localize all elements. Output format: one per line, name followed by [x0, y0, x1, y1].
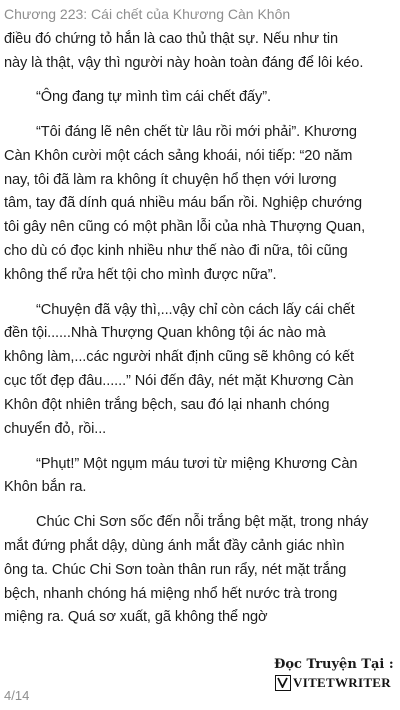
paragraph [4, 299, 394, 442]
text-line: cho dù có đọc kinh nhiều như thế nào đi nữa, tôi cũng [4, 243, 348, 260]
text-line: này là thật, vậy thì người này hoàn toàn đáng để lôi kéo. [4, 54, 364, 71]
text-line: chuyển đỏ, rồi... [4, 421, 107, 438]
text-line: “Chuyện đã vậy thì,...vậy chỉ còn cách lấy cái chết [36, 301, 355, 318]
chapter-content [4, 28, 394, 630]
paragraph [4, 453, 394, 501]
text-line: “Tôi đáng lẽ nên chết từ lâu rồi mới phải”. Khương [36, 123, 357, 140]
text-line: “Phụt!” Một ngụm máu tươi từ miệng Khương Càn [36, 455, 358, 472]
text-line: mắt đứng phắt dậy, dùng ánh mắt đầy cảnh giác nhìn [4, 537, 345, 554]
text-line: Khôn bắn ra. [4, 479, 87, 496]
text-line: đền tội......Nhà Thượng Quan không tội ác nào mà [4, 325, 326, 342]
paragraph [4, 511, 394, 631]
text-line: nay, tôi đã làm ra không ít chuyện hổ thẹn với lương [4, 171, 337, 188]
watermark-brand: VITETWRITER [293, 675, 391, 690]
watermark [274, 656, 392, 691]
paragraph [4, 28, 394, 76]
watermark-caption: Đọc Truyện Tại : [274, 657, 394, 672]
watermark-logo [274, 675, 392, 691]
text-line: tâm, tay đã dính quá nhiều máu bẩn rồi. Nghiệp chướng [4, 195, 363, 212]
text-line: “Ông đang tự mình tìm cái chết đấy”. [36, 89, 271, 106]
text-line: cục tốt đẹp đâu......” Nói đến đây, nét mặt Khương Càn [4, 373, 354, 390]
text-line: không thể rửa hết tội cho mình được nữa”. [4, 267, 277, 284]
text-line: không làm,...các người nhất định cũng sẽ không có kết [4, 349, 354, 366]
text-line: Chúc Chi Sơn sốc đến nỗi trắng bệt mặt, trong nháy [36, 513, 369, 530]
text-line: miệng ra. Quá sơ xuất, gã không thể ngờ [4, 609, 268, 626]
text-line: điều đó chứng tỏ hắn là cao thủ thật sự. Nếu như tin [4, 31, 339, 47]
chapter-title: Chương 223: Cái chết của Khương Càn Khôn [4, 6, 291, 22]
text-line: ông ta. Chúc Chi Sơn toàn thân run rẩy, nét mặt trắng [4, 561, 347, 578]
paragraph [4, 121, 394, 288]
v-logo-icon [275, 675, 291, 691]
paragraph [4, 86, 394, 110]
page-indicator: 4/14 [4, 688, 30, 703]
text-line: Càn Khôn cười một cách sảng khoái, nói tiếp: “20 năm [4, 147, 353, 164]
text-line: Khôn đột nhiên trắng bệch, sau đó lại nhanh chóng [4, 397, 330, 414]
text-line: bệch, nhanh chóng há miệng nhổ hết nước trà trong [4, 585, 338, 602]
text-line: tôi gây nên cũng có một phần lỗi của nhà Thượng Quan, [4, 219, 366, 236]
